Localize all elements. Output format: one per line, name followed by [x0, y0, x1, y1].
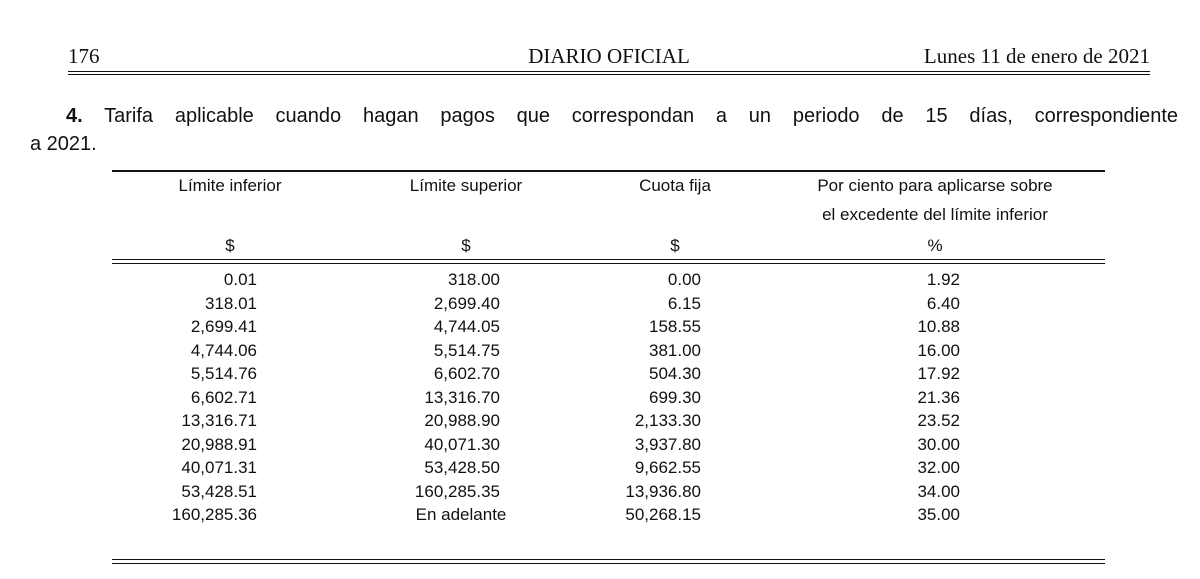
cell-upper-limit: 5,514.75 — [433, 340, 500, 360]
unit-upper-limit: $ — [461, 236, 471, 255]
table-body — [0, 268, 1200, 527]
publication-date: Lunes 11 de enero de 2021 — [923, 44, 1150, 68]
table-row — [0, 456, 1200, 480]
table-top-rule — [112, 170, 1105, 172]
cell-lower-limit: 40,071.31 — [181, 458, 257, 477]
publication-title: DIARIO OFICIAL — [528, 44, 690, 68]
cell-lower-limit: 5,514.76 — [190, 364, 257, 383]
header-rule-bottom — [68, 74, 1150, 75]
cell-fixed-fee: 158.55 — [649, 317, 701, 336]
cell-percent: 6.40 — [926, 293, 960, 313]
cell-percent: 10.88 — [917, 317, 960, 336]
cell-percent: 34.00 — [917, 481, 960, 501]
page-number: 176 — [68, 44, 100, 68]
cell-lower-limit: 4,744.06 — [190, 340, 257, 360]
cell-upper-limit: 20,988.90 — [424, 411, 500, 430]
cell-percent: 23.52 — [917, 411, 960, 430]
table-row — [0, 386, 1200, 410]
intro-text: Tarifa aplicable cuando hagan pagos que correspondan a un periodo de 15 días, correspondiente — [104, 105, 1178, 127]
cell-lower-limit: 13,316.71 — [181, 411, 257, 430]
cell-lower-limit: 160,285.36 — [171, 505, 257, 524]
cell-upper-limit: 13,316.70 — [424, 387, 500, 407]
cell-fixed-fee: 3,937.80 — [634, 434, 701, 454]
cell-lower-limit: 6,602.71 — [190, 387, 257, 407]
col-header-percent-line2: el excedente del límite inferior — [822, 205, 1048, 224]
page-header — [68, 44, 1150, 72]
unit-fixed-fee: $ — [670, 236, 680, 255]
cell-percent: 32.00 — [917, 458, 960, 477]
cell-percent: 17.92 — [917, 364, 960, 383]
section-number: 4. — [66, 105, 83, 127]
intro-line-1 — [30, 102, 1178, 130]
table-bottom-rule-bottom — [112, 563, 1105, 564]
unit-percent: % — [927, 236, 943, 255]
table-row — [0, 362, 1200, 386]
cell-fixed-fee: 699.30 — [649, 387, 701, 407]
cell-fixed-fee: 50,268.15 — [625, 505, 701, 524]
cell-fixed-fee: 381.00 — [649, 340, 701, 360]
unit-lower-limit: $ — [225, 236, 235, 255]
intro-line-2: a 2021. — [30, 133, 97, 155]
cell-upper-limit: 4,744.05 — [433, 317, 500, 336]
cell-fixed-fee: 13,936.80 — [625, 481, 701, 501]
cell-upper-limit: 53,428.50 — [424, 458, 500, 477]
cell-upper-limit: 318.00 — [448, 270, 500, 289]
table-row — [0, 409, 1200, 433]
cell-fixed-fee: 504.30 — [649, 364, 701, 383]
cell-lower-limit: 318.01 — [205, 293, 257, 313]
cell-lower-limit: 20,988.91 — [181, 434, 257, 454]
col-header-lower-limit: Límite inferior — [178, 176, 282, 195]
header-double-rule-bottom — [112, 263, 1105, 264]
cell-lower-limit: 53,428.51 — [181, 481, 257, 501]
cell-fixed-fee: 2,133.30 — [634, 411, 701, 430]
cell-lower-limit: 0.01 — [223, 270, 257, 289]
cell-percent: 16.00 — [917, 340, 960, 360]
intro-paragraph — [30, 102, 1178, 158]
table-row — [0, 292, 1200, 316]
table-row — [0, 315, 1200, 339]
cell-lower-limit: 2,699.41 — [190, 317, 257, 336]
cell-fixed-fee: 0.00 — [667, 270, 701, 289]
cell-fixed-fee: 6.15 — [667, 293, 701, 313]
table-row — [0, 480, 1200, 504]
cell-upper-limit: 160,285.35 — [414, 481, 500, 501]
table-row — [0, 339, 1200, 363]
col-header-fixed-fee: Cuota fija — [639, 176, 711, 195]
cell-percent: 35.00 — [917, 505, 960, 524]
table-row — [0, 503, 1200, 527]
table-row — [0, 268, 1200, 292]
cell-upper-limit: 6,602.70 — [433, 364, 500, 383]
cell-upper-limit: En adelante — [415, 505, 507, 524]
cell-percent: 30.00 — [917, 434, 960, 454]
table-bottom-rule-top — [112, 559, 1105, 560]
cell-fixed-fee: 9,662.55 — [634, 458, 701, 477]
col-header-upper-limit: Límite superior — [409, 176, 523, 195]
header-rule-top — [68, 71, 1150, 72]
cell-upper-limit: 40,071.30 — [424, 434, 500, 454]
table-row — [0, 433, 1200, 457]
cell-percent: 1.92 — [926, 270, 960, 289]
header-double-rule-top — [112, 259, 1105, 260]
col-header-percent-line1: Por ciento para aplicarse sobre — [817, 176, 1053, 195]
cell-upper-limit: 2,699.40 — [433, 293, 500, 313]
cell-percent: 21.36 — [917, 387, 960, 407]
